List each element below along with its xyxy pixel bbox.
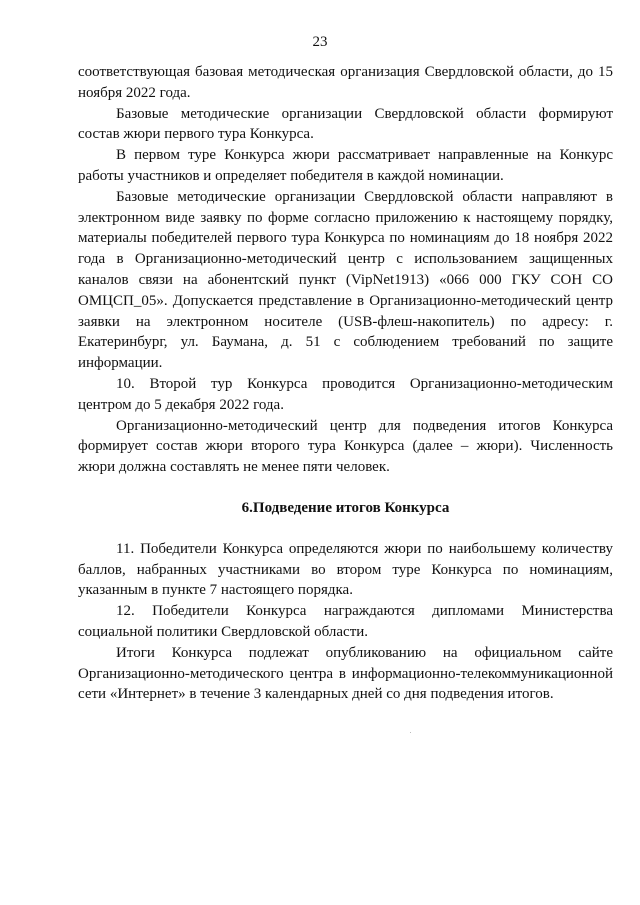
paragraph-item-10: 10. Второй тур Конкурса проводится Организационно-методическим центром до 5 декабря 2022 года.	[78, 375, 613, 413]
paragraph-jury-second-round: Организационно-методический центр для подведения итогов Конкурса формирует состав жюри второго тура Конкурса (далее – жюри). Численность жюри должна составлять не менее пяти человек.	[78, 417, 613, 476]
page-number: 23	[312, 34, 328, 50]
paragraph-results-publication: Итоги Конкурса подлежат опубликованию на официальном сайте Организационно-методического центра в информационно-телекоммуникационной сети «Интернет» в течение 3 календарных дней со дня подведения итогов.	[78, 644, 613, 703]
paragraph-item-12: 12. Победители Конкурса награждаются дипломами Министерства социальной политики Свердловской области.	[78, 603, 613, 640]
paragraph-jury-first-round: Базовые методические организации Свердловской области формируют состав жюри первого тура Конкурса.	[78, 105, 613, 143]
scan-speck	[410, 732, 411, 733]
section-heading: 6.Подведение итогов Конкурса	[241, 499, 450, 516]
document-body	[78, 62, 613, 705]
paragraph-continuation: соответствующая базовая методическая организация Свердловской области, до 15 ноября 2022 года.	[78, 64, 613, 101]
paragraph-first-round: В первом туре Конкурса жюри рассматривает направленные на Конкурс работы участников и определяет победителя в каждой номинации.	[78, 147, 613, 184]
paragraph-item-11: 11. Победители Конкурса определяются жюри по наибольшему количеству баллов, набранных участниками во втором туре Конкурса по номинациям, указанным в пункте 7 настоящего порядка.	[78, 540, 613, 599]
paragraph-application: Базовые методические организации Свердловской области направляют в электронном виде заявку по форме согласно приложению к настоящему порядку, материалы победителей первого тура Конкурса по номинациям до 18 ноября 2022 года в Организационно-методический центр с использованием защищенных каналов связи на абонентский пункт (VipNet1913) «066 000 ГКУ СОН СО ОМЦСП_05». Допускается представление в Организационно-методический центр заявки на электронном носителе (USB-флеш-накопитель) по адресу: г. Екатеринбург, ул. Баумана, д. 51 с соблюдением требований по защите информации.	[78, 188, 613, 372]
